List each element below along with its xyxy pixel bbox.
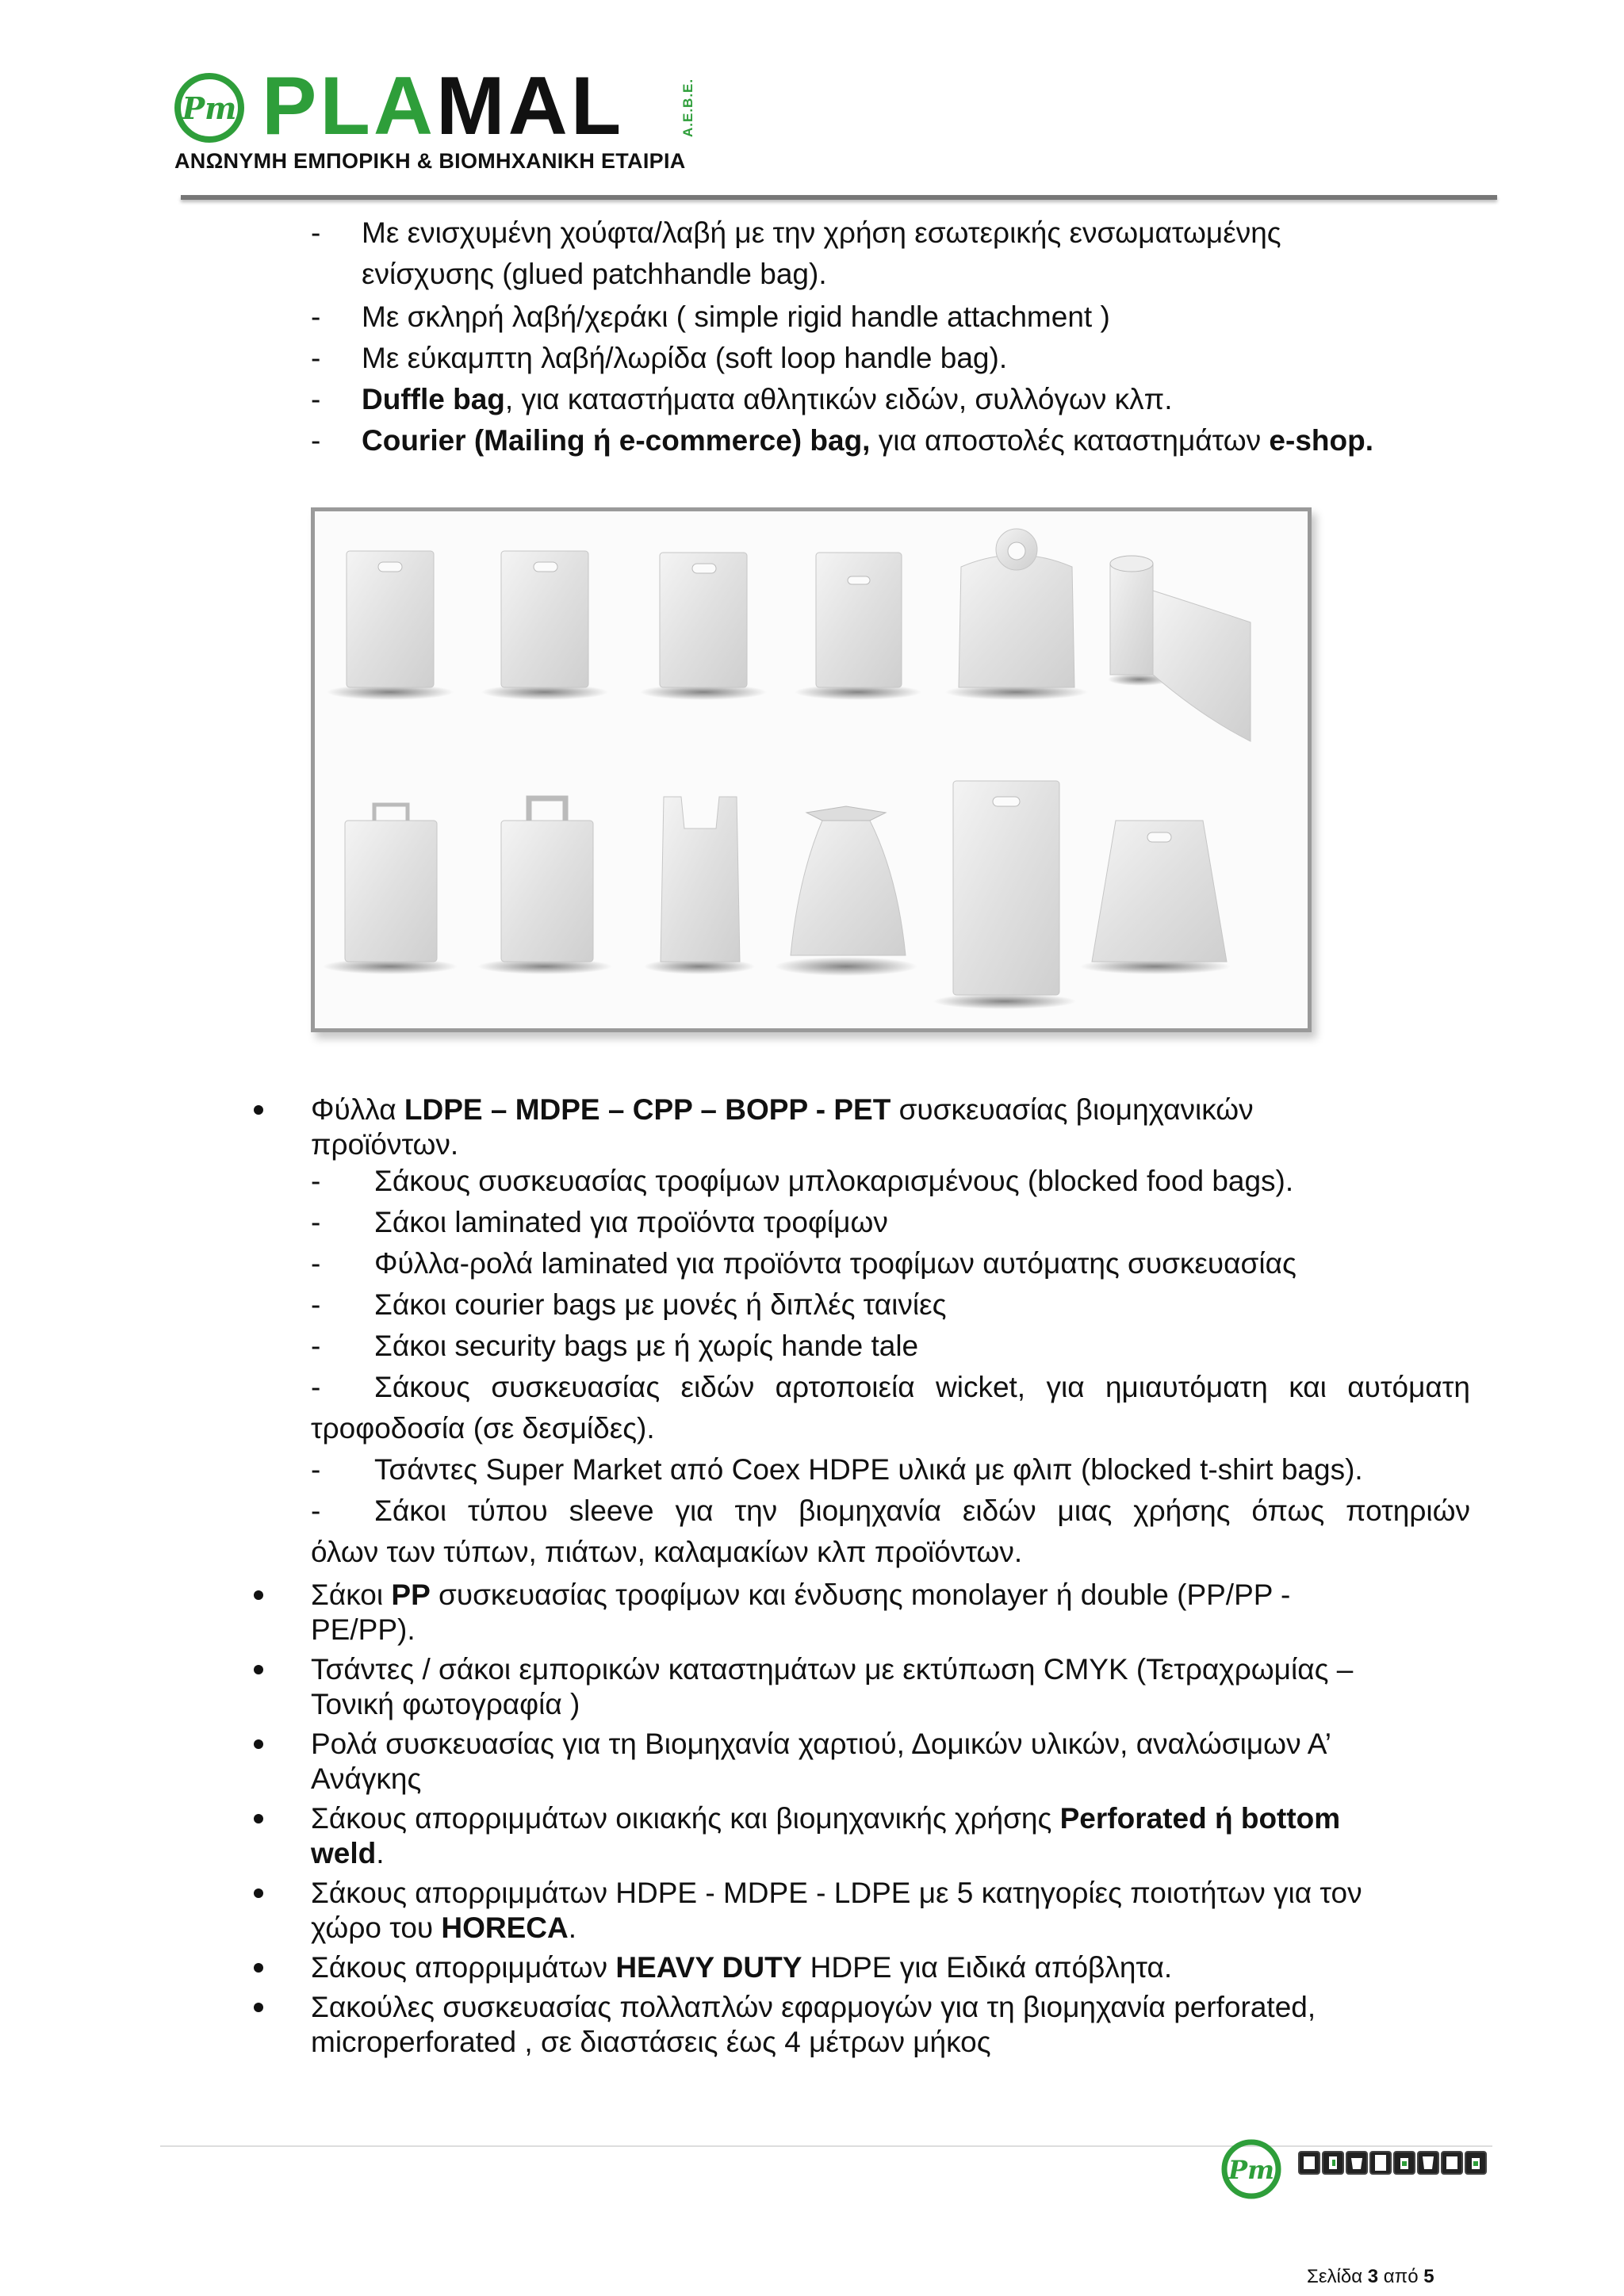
list-item-duffle: Duffle bag, για καταστήματα αθλητικών ειδών, συλλόγων κλπ. [362, 383, 1173, 415]
bullet4-line1: Ρολά συσκευασίας για τη Βιομηχανία χαρτιού, Δομικών υλικών, αναλώσιμων Α’ [311, 1728, 1331, 1760]
dash-marker: - [311, 1247, 321, 1280]
plastic-bags-illustration-icon [311, 507, 1312, 1032]
brand-name: PLAMAL [262, 60, 625, 152]
list-item-glued-line1: Με ενισχυμένη χούφτα/λαβή με την χρήση εσωτερικής ενσωματωμένης [362, 216, 1281, 249]
bullet7-line1: Σάκους απορριμμάτων HEAVY DUTY HDPE για Ειδικά απόβλητα. [311, 1951, 1173, 1984]
sub-item-laminated-bags: Σάκοι laminated για προϊόντα τροφίμων [374, 1206, 888, 1238]
page-number: Σελίδα 3 από 5 [1307, 2266, 1434, 2287]
dash-marker: - [311, 1371, 321, 1403]
sub-item-wicket-line2: τροφοδοσία (σε δεσμίδες). [311, 1412, 655, 1445]
footer-divider [160, 2145, 1492, 2147]
bullet2-line2: PE/PP). [311, 1613, 416, 1646]
header-divider [181, 195, 1497, 200]
dash-marker: - [311, 1206, 321, 1238]
bullet5-line2: weld. [311, 1837, 385, 1869]
bullet6-line2: χώρο του HORECA. [311, 1911, 577, 1944]
bullet-marker [254, 1665, 263, 1674]
list-item-courier: Courier (Mailing ή e-commerce) bag, για αποστολές καταστημάτων e-shop. [362, 424, 1373, 457]
plamal-footer-logo-icon [1221, 2139, 1281, 2199]
bullet2-line1: Σάκοι PP συσκευασίας τροφίμων και ένδυσης monolayer ή double (PP/PP - [311, 1578, 1291, 1611]
dash-marker: - [311, 342, 321, 374]
bullet-marker [254, 1888, 263, 1898]
bullet-marker [254, 2003, 263, 2012]
bullet6-line1: Σάκους απορριμμάτων HDPE - MDPE - LDPE με 5 κατηγορίες ποιοτήτων για τον [311, 1877, 1362, 1909]
bullet5-line1: Σάκους απορριμμάτων οικιακής και βιομηχανικής χρήσης Perforated ή bottom [311, 1802, 1341, 1835]
plamal-logo-icon [174, 73, 244, 143]
sub-item-laminated-rolls: Φύλλα-ρολά laminated για προϊόντα τροφίμων αυτόματης συσκευασίας [374, 1247, 1297, 1280]
bullet1-line1: Φύλλα LDPE – MDPE – CPP – BOPP - PET συσκευασίας βιομηχανικών [311, 1093, 1254, 1126]
bullet-marker [254, 1105, 263, 1115]
company-description: ΑΝΩΝΥΜΗ ΕΜΠΟΡΙΚΗ & ΒΙΟΜΗΧΑΝΙΚΗ ΕΤΑΙΡΙΑ [174, 149, 686, 173]
bullet3-line2: Τονική φωτογραφία ) [311, 1688, 580, 1720]
bullet4-line2: Ανάγκης [311, 1762, 422, 1795]
bullet-marker [254, 1739, 263, 1749]
bullet-marker [254, 1963, 263, 1973]
bullet1-line2: προϊόντων. [311, 1128, 459, 1161]
dash-marker: - [311, 424, 321, 457]
svg-text:Pm: Pm [1228, 2155, 1274, 2185]
bullet8-line2: microperforated , σε διαστάσεις έως 4 μέτρων μήκος [311, 2026, 991, 2058]
legal-suffix: A.E.B.E. [680, 78, 695, 138]
dash-marker: - [311, 1494, 321, 1527]
dash-marker: - [311, 1165, 321, 1197]
dash-marker: - [311, 1288, 321, 1321]
dash-marker: - [311, 216, 321, 249]
sub-item-courier: Σάκοι courier bags με μονές ή διπλές ταινίες [374, 1288, 947, 1321]
list-item-rigid-handle: Με σκληρή λαβή/χεράκι ( simple rigid handle attachment ) [362, 300, 1110, 333]
sub-item-wicket-line1: Σάκους συσκευασίας ειδών αρτοποιεία wicket, για ημιαυτόματη και αυτόματη [374, 1371, 1470, 1403]
bullet-marker [254, 1814, 263, 1823]
sub-item-sleeve-line2: όλων των τύπων, πιάτων, καλαμακίων κλπ προϊόντων. [311, 1536, 1023, 1568]
sub-item-tshirt-bags: Τσάντες Super Market από Coex HDPE υλικά με φλιπ (blocked t-shirt bags). [374, 1453, 1363, 1486]
sub-item-security: Σάκοι security bags με ή χωρίς hande tale [374, 1330, 919, 1362]
product-icons-strip-icon [1297, 2149, 1488, 2177]
bullet8-line1: Σακούλες συσκευασίας πολλαπλών εφαρμογών για τη βιομηχανία perforated, [311, 1991, 1316, 2023]
bullet3-line1: Τσάντες / σάκοι εμπορικών καταστημάτων με εκτύπωση CMYK (Τετραχρωμίας – [311, 1653, 1354, 1686]
sub-item-sleeve-line1: Σάκοι τύπου sleeve για την βιομηχανία ειδών μιας χρήσης όπως ποτηριών [374, 1494, 1470, 1527]
sub-item-blocked-food: Σάκους συσκευασίας τροφίμων μπλοκαρισμένους (blocked food bags). [374, 1165, 1294, 1197]
list-item-soft-loop: Με εύκαμπτη λαβή/λωρίδα (soft loop handle bag). [362, 342, 1008, 374]
dash-marker: - [311, 1330, 321, 1362]
dash-marker: - [311, 300, 321, 333]
bullet-marker [254, 1590, 263, 1600]
svg-text:Pm: Pm [182, 90, 237, 126]
dash-marker: - [311, 383, 321, 415]
dash-marker: - [311, 1453, 321, 1486]
list-item-glued-line2: ενίσχυσης (glued patchhandle bag). [362, 258, 827, 290]
